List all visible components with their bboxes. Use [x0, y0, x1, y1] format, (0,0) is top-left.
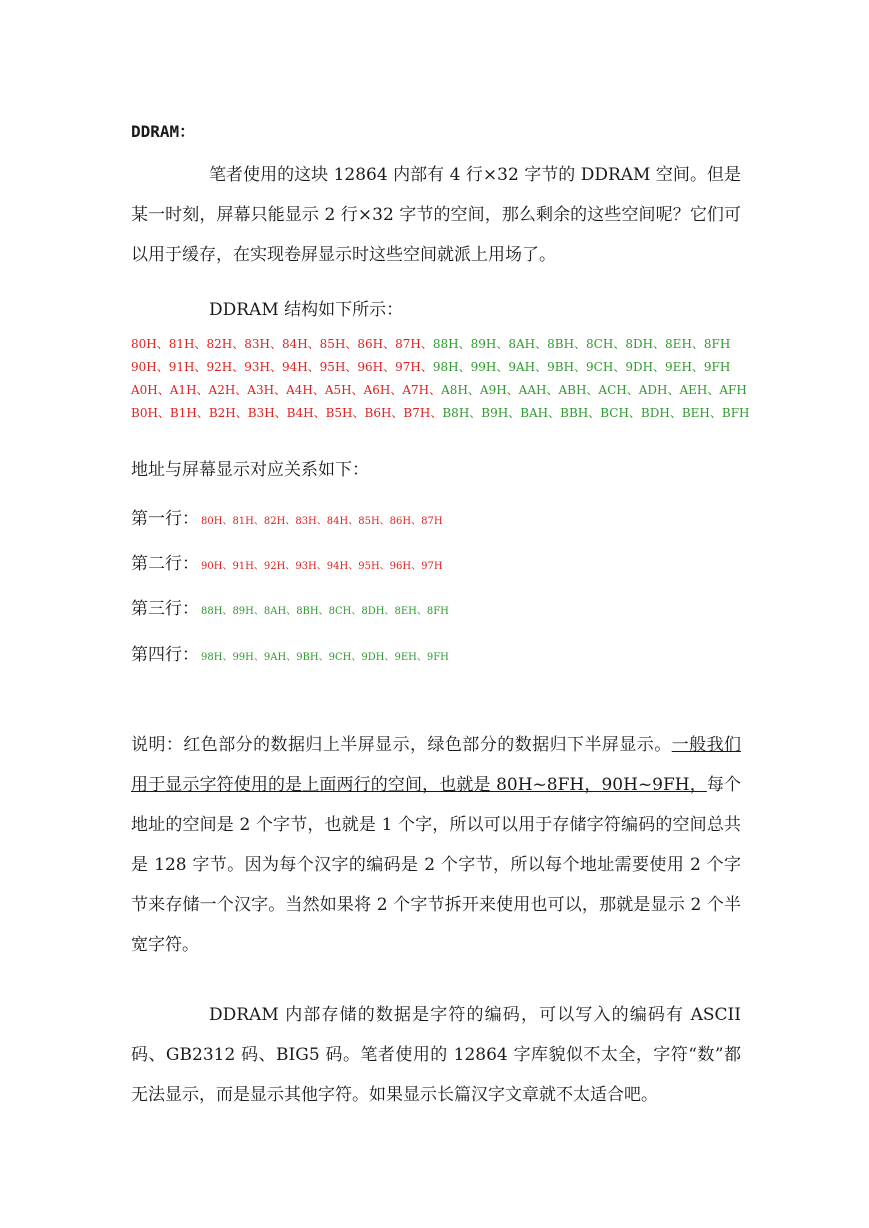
upper-half-addresses: A0H、A1H、A2H、A3H、A4H、A5H、A6H、A7H、	[131, 383, 442, 397]
encoding-paragraph: DDRAM 内部存储的数据是字符的编码，可以写入的编码有 ASCII 码、GB2312 码、BIG5 码。笔者使用的 12864 字库貌似不太全，字符“数”都无法显示，而是显示其他字符。如果显示长篇汉字文章就不太适合吧。	[131, 1005, 741, 1105]
note-paragraph	[131, 725, 741, 965]
mapping-row-4	[131, 640, 449, 665]
lower-half-addresses: 88H、89H、8AH、8BH、8CH、8DH、8EH、8FH	[432, 337, 731, 351]
lower-half-addresses: A8H、A9H、AAH、ABH、ACH、ADH、AEH、AFH	[441, 383, 747, 397]
row-label: 第三行：	[131, 599, 199, 619]
mapping-row-2	[131, 549, 443, 574]
intro-paragraph: 笔者使用的这块 12864 内部有 4 行×32 字节的 DDRAM 空间。但是某一时刻，屏幕只能显示 2 行×32 字节的空间，那么剩余的这些空间呢？它们可以用于缓存，在实现卷屏显示时这些空间就派上用场了。	[131, 165, 741, 265]
row-addresses: 80H、81H、82H、83H、84H、85H、86H、87H	[201, 516, 443, 527]
row-label: 第四行：	[131, 645, 199, 665]
upper-half-addresses: B0H、B1H、B2H、B3H、B4H、B5H、B6H、B7H、	[131, 406, 443, 420]
row-addresses: 88H、89H、8AH、8BH、8CH、8DH、8EH、8FH	[201, 606, 449, 617]
row-label: 第二行：	[131, 554, 199, 574]
note-rest: 每个地址的空间是 2 个字节，也就是 1 个字，所以可以用于存储字符编码的空间总共是 128 字节。因为每个汉字的编码是 2 个字节，所以每个地址需要使用 2 个字节来存储一个汉字。当然如果将 2 个字节拆开来使用也可以，那就是显示 2 个半宽字符。	[131, 775, 741, 955]
row-addresses: 98H、99H、9AH、9BH、9CH、9DH、9EH、9FH	[201, 652, 449, 663]
mapping-row-3	[131, 594, 449, 619]
lower-half-addresses: 98H、99H、9AH、9BH、9CH、9DH、9EH、9FH	[432, 360, 731, 374]
row-addresses: 90H、91H、92H、93H、94H、95H、96H、97H	[201, 561, 443, 572]
note-intro: 说明：红色部分的数据归上半屏显示，绿色部分的数据归下半屏显示。	[131, 735, 672, 755]
structure-row	[131, 356, 750, 379]
structure-row	[131, 333, 750, 356]
structure-row	[131, 379, 750, 402]
note-underlined: 一般我们用于显示字符使用的是上面两行的空间，也就是 80H~8FH，90H~9FH，	[131, 735, 742, 795]
mapping-row-1	[131, 504, 443, 529]
upper-half-addresses: 90H、91H、92H、93H、94H、95H、96H、97H、	[131, 360, 433, 374]
structure-title: DDRAM 结构如下所示：	[209, 300, 404, 320]
upper-half-addresses: 80H、81H、82H、83H、84H、85H、86H、87H、	[131, 337, 433, 351]
row-label: 第一行：	[131, 509, 199, 529]
section-heading: DDRAM：	[131, 122, 196, 141]
mapping-title: 地址与屏幕显示对应关系如下：	[131, 460, 369, 480]
structure-row	[131, 402, 750, 425]
ddram-structure-table	[131, 333, 750, 425]
lower-half-addresses: B8H、B9H、BAH、BBH、BCH、BDH、BEH、BFH	[442, 406, 750, 420]
